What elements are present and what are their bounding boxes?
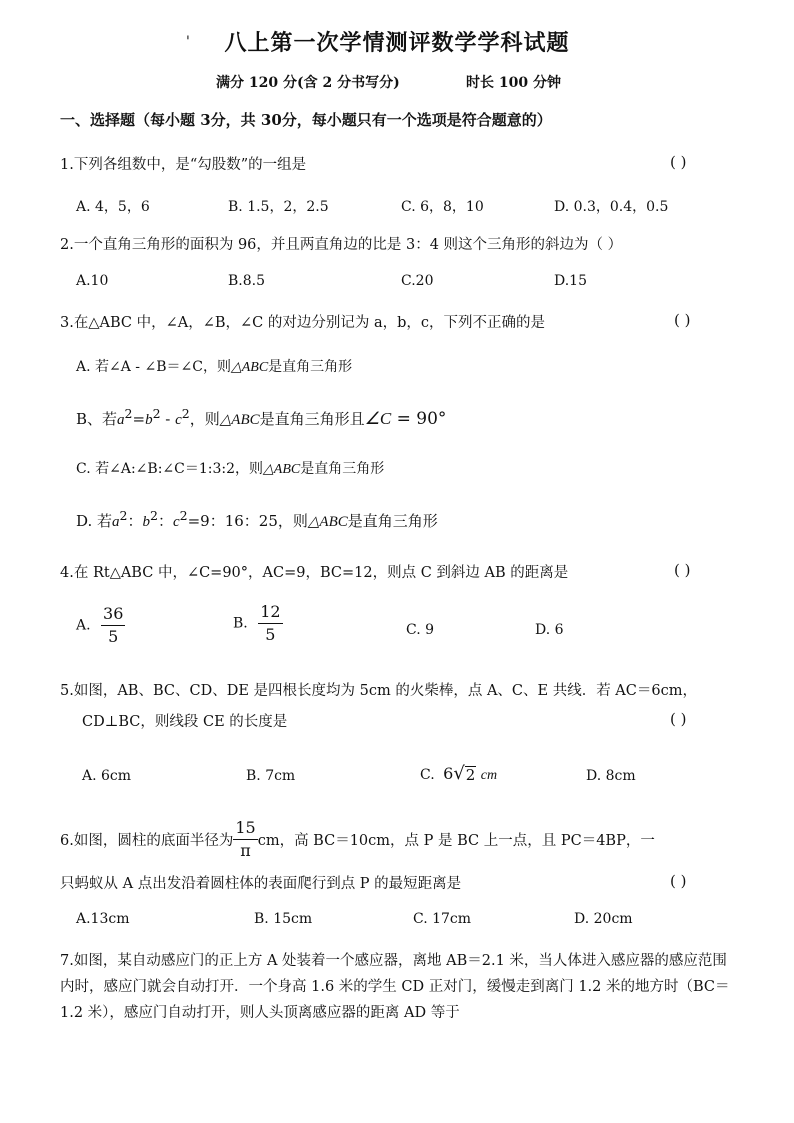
q1-answer-blank[interactable]: ( ) [670,153,687,171]
q6-option-a: A.13cm [76,911,130,927]
q5-option-d: D. 8cm [586,768,636,784]
q5-option-a: A. 6cm [82,768,132,784]
q6-option-b: B. 15cm [254,911,313,927]
margin-mark: ' [186,34,190,50]
q5-stem-line1: 5.如图，AB、BC、CD、DE 是四根长度均为 5cm 的火柴棒，点 A、C、E 共线．若 AC＝6cm， [60,683,697,699]
q1-option-a: A. 4，5，6 [76,199,150,215]
q1-option-b: B. 1.5，2，2.5 [228,199,329,215]
q5-answer-blank[interactable]: ( ) [670,710,687,728]
score-info: 满分 120 分(含 2 分书写分) [216,75,400,91]
q6-option-c: C. 17cm [413,911,472,927]
q4-stem: 4.在 Rt△ABC 中，∠C=90°，AC=9，BC=12，则点 C 到斜边 AB 的距离是 [60,565,569,581]
q2-option-c: C.20 [401,273,434,289]
q1-stem: 1.下列各组数中，是“勾股数”的一组是 [60,157,307,173]
q3-answer-blank[interactable]: ( ) [674,311,691,329]
q4-fraction-b: $\frac{12}{5}$ [260,602,281,644]
q5-option-b: B. 7cm [246,768,296,784]
q2-option-d: D.15 [554,273,587,289]
q4-option-d: D. 6 [535,622,564,638]
q2-option-a: A.10 [76,273,109,289]
q1-option-d: D. 0.3，0.4，0.5 [554,199,669,215]
q2-stem: 2.一个直角三角形的面积为 96，并且两直角边的比是 3：4 则这个三角形的斜边为（ ） [60,237,623,253]
q3-stem: 3.在△ABC 中，∠A，∠B，∠C 的对边分别记为 a，b，c，下列不正确的是 [60,315,546,331]
q1-option-c: C. 6，8，10 [401,199,484,215]
q7-stem: 7.如图，某自动感应门的正上方 A 处装着一个感应器，离地 AB＝2.1 米，当人体进入感应器的感应范围内时，感应门就会自动打开．一个身高 1.6 米的学生 CD 正对门，缓慢走到离门 1.2 米的地方时（BC＝1.2 米），感应门自动打开，则人头顶离感应器的距离 AD 等于 [60,953,730,1021]
q3-option-c: C. 若∠A:∠B:∠C＝1:3:2，则△ABC是直角三角形 [76,461,385,477]
q4-fraction-a: $\frac{36}{5}$ [103,604,124,646]
time-info: 时长 100 分钟 [466,75,561,91]
q6-stem-line2: 只蚂蚁从 A 点出发沿着圆柱体的表面爬行到点 P 的最短距离是 [60,876,462,892]
q4-option-a: A. $\frac{36}{5}$ [76,604,124,646]
q3-option-a: A. 若∠A - ∠B＝∠C，则△ABC是直角三角形 [76,359,353,375]
q6-stem-line1: 6.如图，圆柱的底面半径为 $\frac{15}{\pi}$ cm，高 BC＝10cm，点 P 是 BC 上一点，且 PC＝4BP，一 [60,818,655,860]
q4-answer-blank[interactable]: ( ) [674,561,691,579]
q3-option-b: B、若$a^2=b^2 - c^2$，则△ABC是直角三角形且∠C = 90° [76,406,447,429]
q4-option-c: C. 9 [406,622,435,638]
sqrt-symbol: √ 2 [453,763,476,784]
page-title: 八上第一次学情测评数学学科试题 [224,30,570,56]
q5-option-c: C. 6 √ 2 cm [420,763,498,784]
q5-stem-line2: CD⊥BC，则线段 CE 的长度是 [82,714,288,730]
q2-option-b: B.8.5 [228,273,266,289]
section-heading: 一、选择题（每小题 3分，共 30分，每小题只有一个选项是符合题意的） [60,111,552,129]
q6-option-d: D. 20cm [574,911,633,927]
q6-radius-fraction: $\frac{15}{\pi}$ [235,818,256,860]
q6-answer-blank[interactable]: ( ) [670,872,687,890]
q4-option-b: B. $\frac{12}{5}$ [233,602,281,644]
q3-option-d: D. 若$a^2$：$b^2$：$c^2=9$：16：25，则△ABC是直角三角形 [76,508,438,530]
